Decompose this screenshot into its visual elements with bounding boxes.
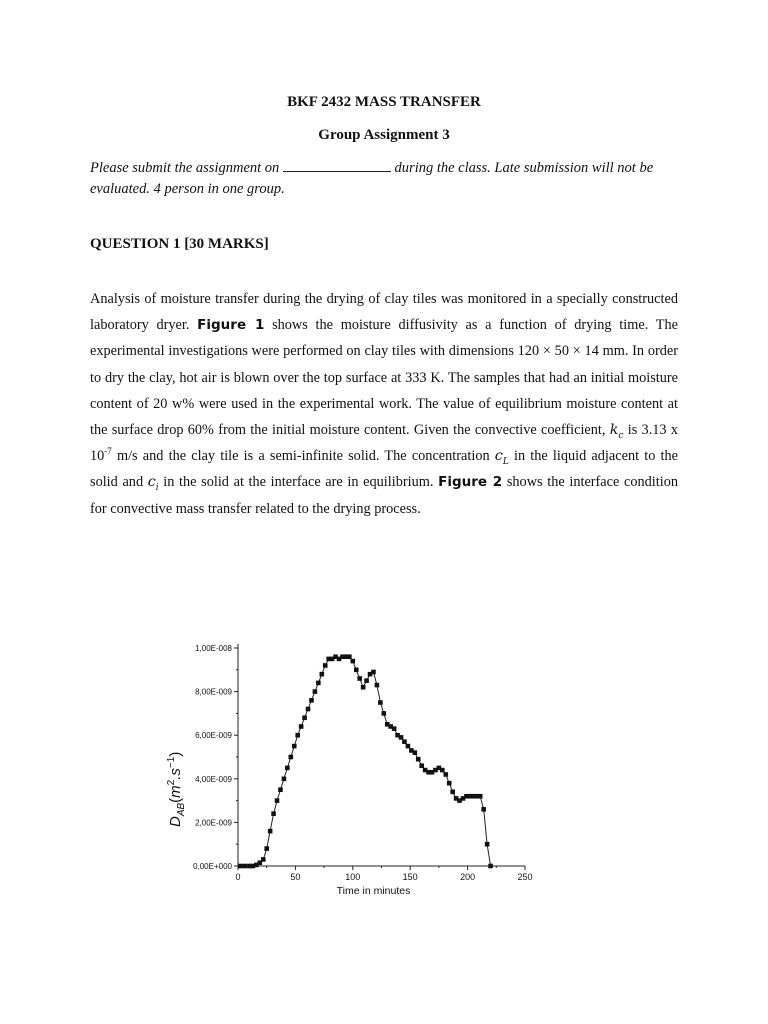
data-point (375, 683, 380, 688)
assignment-title: Group Assignment 3 (318, 127, 450, 143)
para-text: in the solid at the interface are in equilibrium. (158, 474, 439, 491)
data-point (416, 757, 421, 762)
data-point (485, 842, 490, 847)
data-point (371, 670, 376, 675)
chart-ticks (193, 644, 532, 882)
data-point (450, 790, 455, 795)
data-point (357, 676, 362, 681)
figure-1-ref: Figure 1 (197, 317, 265, 334)
x-tick-label: 100 (345, 872, 361, 882)
data-point (323, 663, 328, 668)
data-point (275, 798, 280, 803)
due-date-blank (283, 159, 391, 172)
course-title: BKF 2432 MASS TRANSFER (287, 94, 481, 110)
para-text: shows the interface condition for convective mass transfer related to the drying process. (90, 474, 678, 517)
ci-letter: c (147, 474, 156, 491)
data-point (378, 700, 383, 705)
data-point (478, 794, 483, 799)
data-point (320, 672, 325, 677)
data-point (406, 744, 411, 749)
diffusivity-chart (160, 636, 550, 916)
y-tick-label: 6,00E-009 (195, 731, 232, 741)
para-text: is 3.13 x 10 (90, 422, 678, 465)
data-point (264, 846, 269, 851)
data-point (292, 744, 297, 749)
kc-letter: k (609, 422, 619, 439)
para-text: shows the moisture diffusivity as a function of drying time. The experimental investigations were performed on clay tiles with dimensions 120 × 50 × 14 mm. In order to dry the clay, hot air is blown over the top surface at 333 K. The samples that had an initial moisture content of 20 w% were used in the experimental work. The value of equilibrium moisture content at the surface drop 60% from the initial moisture content. Given the convective coefficient, (90, 317, 678, 439)
x-axis-label: Time in minutes (336, 885, 411, 897)
x-tick-label: 50 (290, 872, 301, 882)
x-tick-label: 0 (235, 872, 241, 882)
exponent: -7 (104, 446, 112, 457)
y-axis-label: $D_{AB}(m^2.s^{-1})$ (166, 751, 187, 827)
data-point (443, 772, 448, 777)
data-point (306, 707, 311, 712)
question-heading: QUESTION 1 [30 MARKS] (90, 236, 269, 252)
ci-subscript: i (155, 483, 159, 494)
data-point (316, 681, 321, 686)
data-point (268, 829, 273, 834)
para-text: Analysis of moisture transfer during the drying of clay tiles was monitored in a specially constructed laboratory dryer. (90, 291, 678, 334)
data-point (238, 864, 243, 869)
data-point (399, 735, 404, 740)
data-point (351, 659, 356, 664)
data-point (271, 811, 276, 816)
data-point (447, 781, 452, 786)
data-point (285, 766, 290, 771)
data-point (440, 768, 445, 773)
data-point (354, 668, 359, 673)
x-tick-label: 250 (517, 872, 533, 882)
data-point (278, 787, 283, 792)
chart-axes (238, 644, 525, 866)
y-tick-label: 0,00E+000 (193, 862, 232, 871)
data-point (347, 654, 352, 659)
data-point (243, 864, 248, 869)
figure-2-ref: Figure 2 (438, 474, 503, 491)
data-point (412, 750, 417, 755)
data-point (402, 739, 407, 744)
kc-symbol (609, 422, 624, 441)
submission-instructions (90, 158, 680, 200)
data-point (309, 698, 314, 703)
y-tick-label: 1,00E-008 (195, 644, 232, 653)
cl-subscript: L (502, 457, 509, 468)
para-text: in the liquid adjacent to the solid and (90, 448, 678, 491)
data-point (481, 807, 486, 812)
y-tick-label: 8,00E-009 (195, 687, 232, 697)
data-point (289, 755, 294, 760)
data-point (364, 678, 369, 683)
data-point (302, 715, 307, 720)
data-point (261, 857, 266, 862)
y-tick-label: 4,00E-009 (195, 774, 232, 784)
data-point (361, 685, 366, 690)
diffusivity-line (240, 657, 490, 866)
kc-subscript: c (618, 430, 624, 441)
data-point (381, 711, 386, 716)
data-point (282, 777, 287, 782)
x-tick-label: 200 (460, 872, 476, 882)
x-tick-label: 150 (402, 872, 418, 882)
instructions-text-2: during the class. Late submission will not be evaluated. 4 person in one group. (90, 160, 654, 197)
ci-symbol (147, 474, 159, 494)
data-point (419, 763, 424, 768)
data-point (295, 733, 300, 738)
instructions-text-1: Please submit the assignment on (90, 160, 280, 176)
cl-letter: c (494, 448, 503, 465)
question-paragraph (90, 286, 678, 522)
data-point (299, 724, 304, 729)
data-point (313, 689, 318, 694)
cl-symbol (494, 448, 509, 468)
data-markers (238, 654, 493, 868)
para-text: m/s and the clay tile is a semi-infinite solid. The concentration (111, 448, 495, 465)
data-point (392, 726, 397, 731)
data-point (488, 864, 493, 869)
y-tick-label: 2,00E-009 (195, 818, 232, 828)
